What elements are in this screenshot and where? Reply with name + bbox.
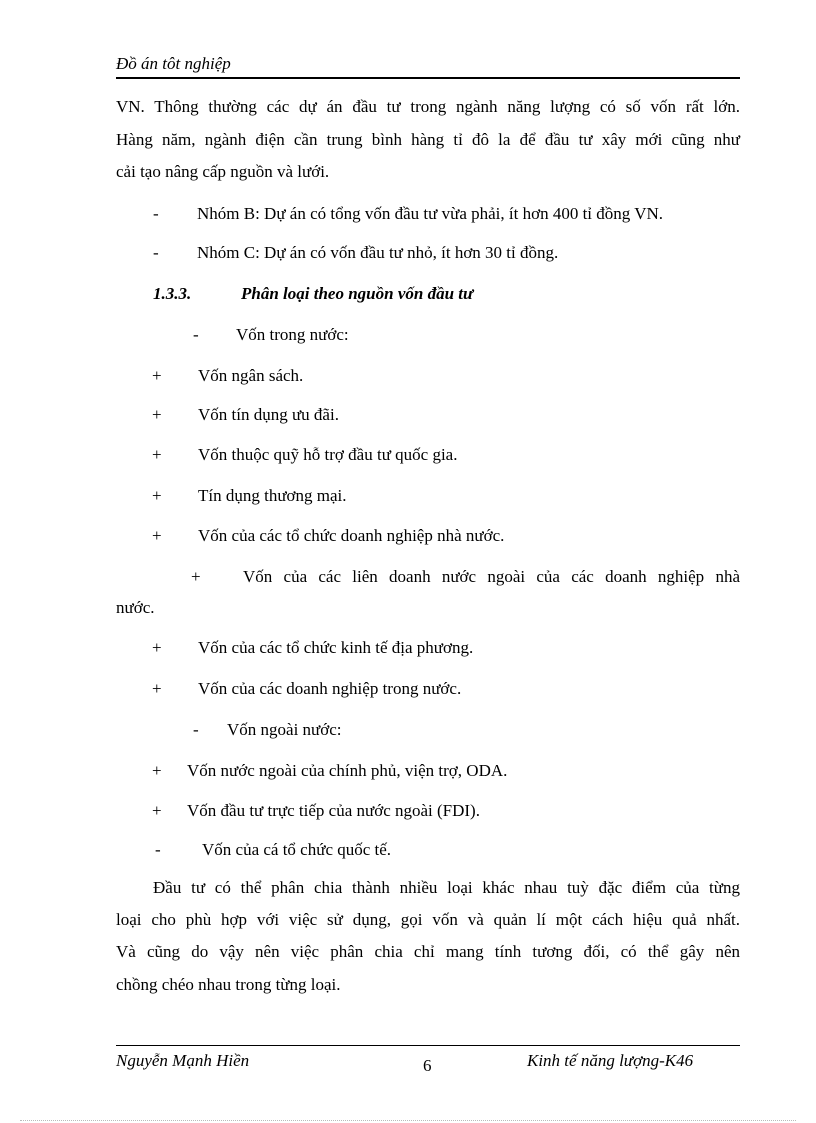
paragraph-line: Đầu tư có thể phân chia thành nhiều loại khác nhau tuỳ đặc điểm của từng [153,878,740,897]
paragraph-line: VN. Thông thường các dự án đầu tư trong ngành năng lượng có số vốn rất lớn. [116,97,740,116]
header-rule [116,77,740,79]
list-bullet: - [193,720,199,739]
list-item: Tín dụng thương mại. [198,486,347,505]
list-bullet: + [152,526,162,545]
list-bullet: - [153,204,159,223]
list-item: Vốn tín dụng ưu đãi. [198,405,339,424]
list-item: Vốn thuộc quỹ hỗ trợ đầu tư quốc gia. [198,445,458,464]
list-bullet: - [155,840,161,859]
list-bullet: + [152,801,162,820]
list-bullet: + [152,366,162,385]
header-title: Đồ án tôt nghiệp [116,54,231,73]
footer-rule [116,1045,740,1046]
list-item: Nhóm C: Dự án có vốn đầu tư nhỏ, ít hơn 30 tỉ đồng. [197,243,559,262]
paragraph-line: cải tạo nâng cấp nguồn và lưới. [116,162,330,181]
list-bullet: + [152,486,162,505]
list-bullet: - [193,325,199,344]
list-item: Vốn nước ngoài của chính phủ, viện trợ, ODA. [187,761,508,780]
list-item: Vốn ngân sách. [198,366,304,385]
page-edge [20,1120,796,1121]
footer-author: Nguyễn Mạnh Hiền [116,1051,250,1070]
list-item: Vốn của cá tổ chức quốc tế. [202,840,392,859]
list-item: Vốn đầu tư trực tiếp của nước ngoài (FDI). [187,801,480,820]
page-number: 6 [423,1056,432,1075]
paragraph-line: loại cho phù hợp với việc sử dụng, gọi vốn và quản lí một cách hiệu quả nhất. [116,910,740,929]
list-bullet: + [191,567,201,586]
list-item: Vốn của các liên doanh nước ngoài của các doanh nghiệp nhà [243,567,740,586]
list-item-continuation: nước. [116,598,155,617]
section-title: Phân loại theo nguồn vốn đầu tư [241,284,474,303]
list-bullet: - [153,243,159,262]
list-bullet: + [152,638,162,657]
paragraph-line: chồng chéo nhau trong từng loại. [116,975,341,994]
list-bullet: + [152,405,162,424]
paragraph-line: Hàng năm, ngành điện cần trung bình hàng tỉ đô la để đầu tư xây mới cũng như [116,130,740,149]
domestic-label: Vốn trong nước: [236,325,349,344]
list-item: Vốn của các tổ chức doanh nghiệp nhà nước. [198,526,505,545]
section-number: 1.3.3. [153,284,192,303]
paragraph-line: Và cũng do vậy nên việc phân chia chỉ mang tính tương đối, có thể gây nên [116,942,740,961]
list-bullet: + [152,679,162,698]
list-item: Vốn của các doanh nghiệp trong nước. [198,679,462,698]
list-item: Vốn của các tổ chức kinh tế địa phương. [198,638,474,657]
list-bullet: + [152,761,162,780]
footer-course: Kinh tế năng lượng-K46 [527,1051,694,1070]
list-bullet: + [152,445,162,464]
foreign-label: Vốn ngoài nước: [227,720,342,739]
list-item: Nhóm B: Dự án có tổng vốn đầu tư vừa phải, ít hơn 400 tỉ đồng VN. [197,204,664,223]
